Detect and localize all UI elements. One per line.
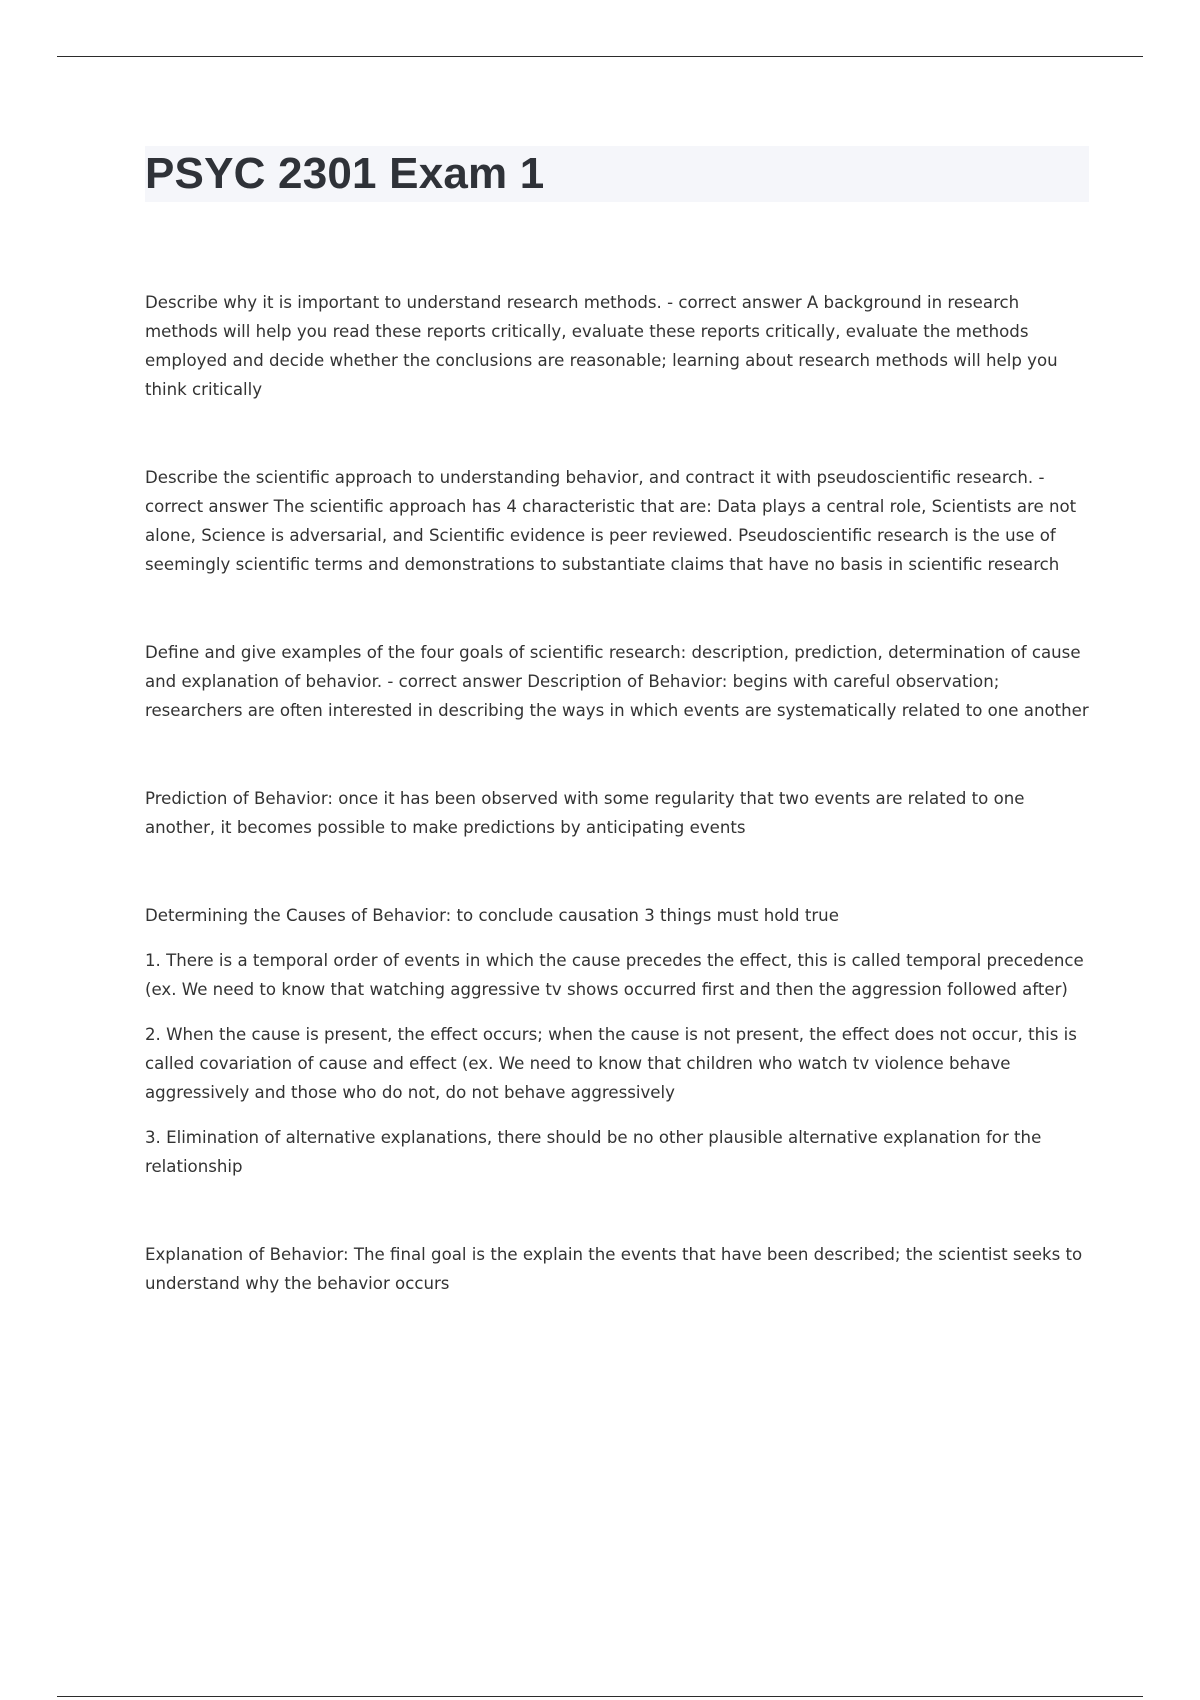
qa-scientific-approach: Describe the scientific approach to understanding behavior, and contract it with pseudoscientific research. - correct answer The scientific approach has 4 characteristic that are: Data plays a central role, Scientists are not alone, Science is adversarial, and Scientific evidence is peer reviewed. Pseudoscientific research is the use of seemingly scientific terms and demonstrations to substantiate claims that have no basis in scientific research [145, 468, 1077, 574]
cause-condition-3: 3. Elimination of alternative explanations, there should be no other plausible alternative explanation for the relationship [145, 1128, 1042, 1176]
goal-causes-intro: Determining the Causes of Behavior: to conclude causation 3 things must hold true [145, 906, 839, 925]
bottom-rule [57, 1696, 1143, 1697]
page-title: PSYC 2301 Exam 1 [145, 149, 545, 198]
document-body [145, 288, 1090, 1298]
top-rule [57, 56, 1143, 57]
goal-explanation: Explanation of Behavior: The final goal is the explain the events that have been described; the scientist seeks to understand why the behavior occurs [145, 1245, 1083, 1293]
qa-four-goals-description: Define and give examples of the four goals of scientific research: description, prediction, determination of cause and explanation of behavior. - correct answer Description of Behavior: begins with careful observation; researchers are often interested in describing the ways in which events are systematically related to one another [145, 643, 1089, 720]
cause-condition-2: 2. When the cause is present, the effect occurs; when the cause is not present, the effect does not occur, this is called covariation of cause and effect (ex. We need to know that children who watch tv violence behave aggressively and those who do not, do not behave aggressively [145, 1025, 1077, 1102]
qa-research-methods: Describe why it is important to understand research methods. - correct answer A background in research methods will help you read these reports critically, evaluate these reports critically, evaluate the methods employed and decide whether the conclusions are reasonable; learning about research methods will help you think critically [145, 293, 1058, 399]
cause-condition-1: 1. There is a temporal order of events in which the cause precedes the effect, this is called temporal precedence (ex. We need to know that watching aggressive tv shows occurred first and then the aggression followed after) [145, 951, 1084, 999]
goal-prediction: Prediction of Behavior: once it has been observed with some regularity that two events are related to one another, it becomes possible to make predictions by anticipating events [145, 789, 1025, 837]
